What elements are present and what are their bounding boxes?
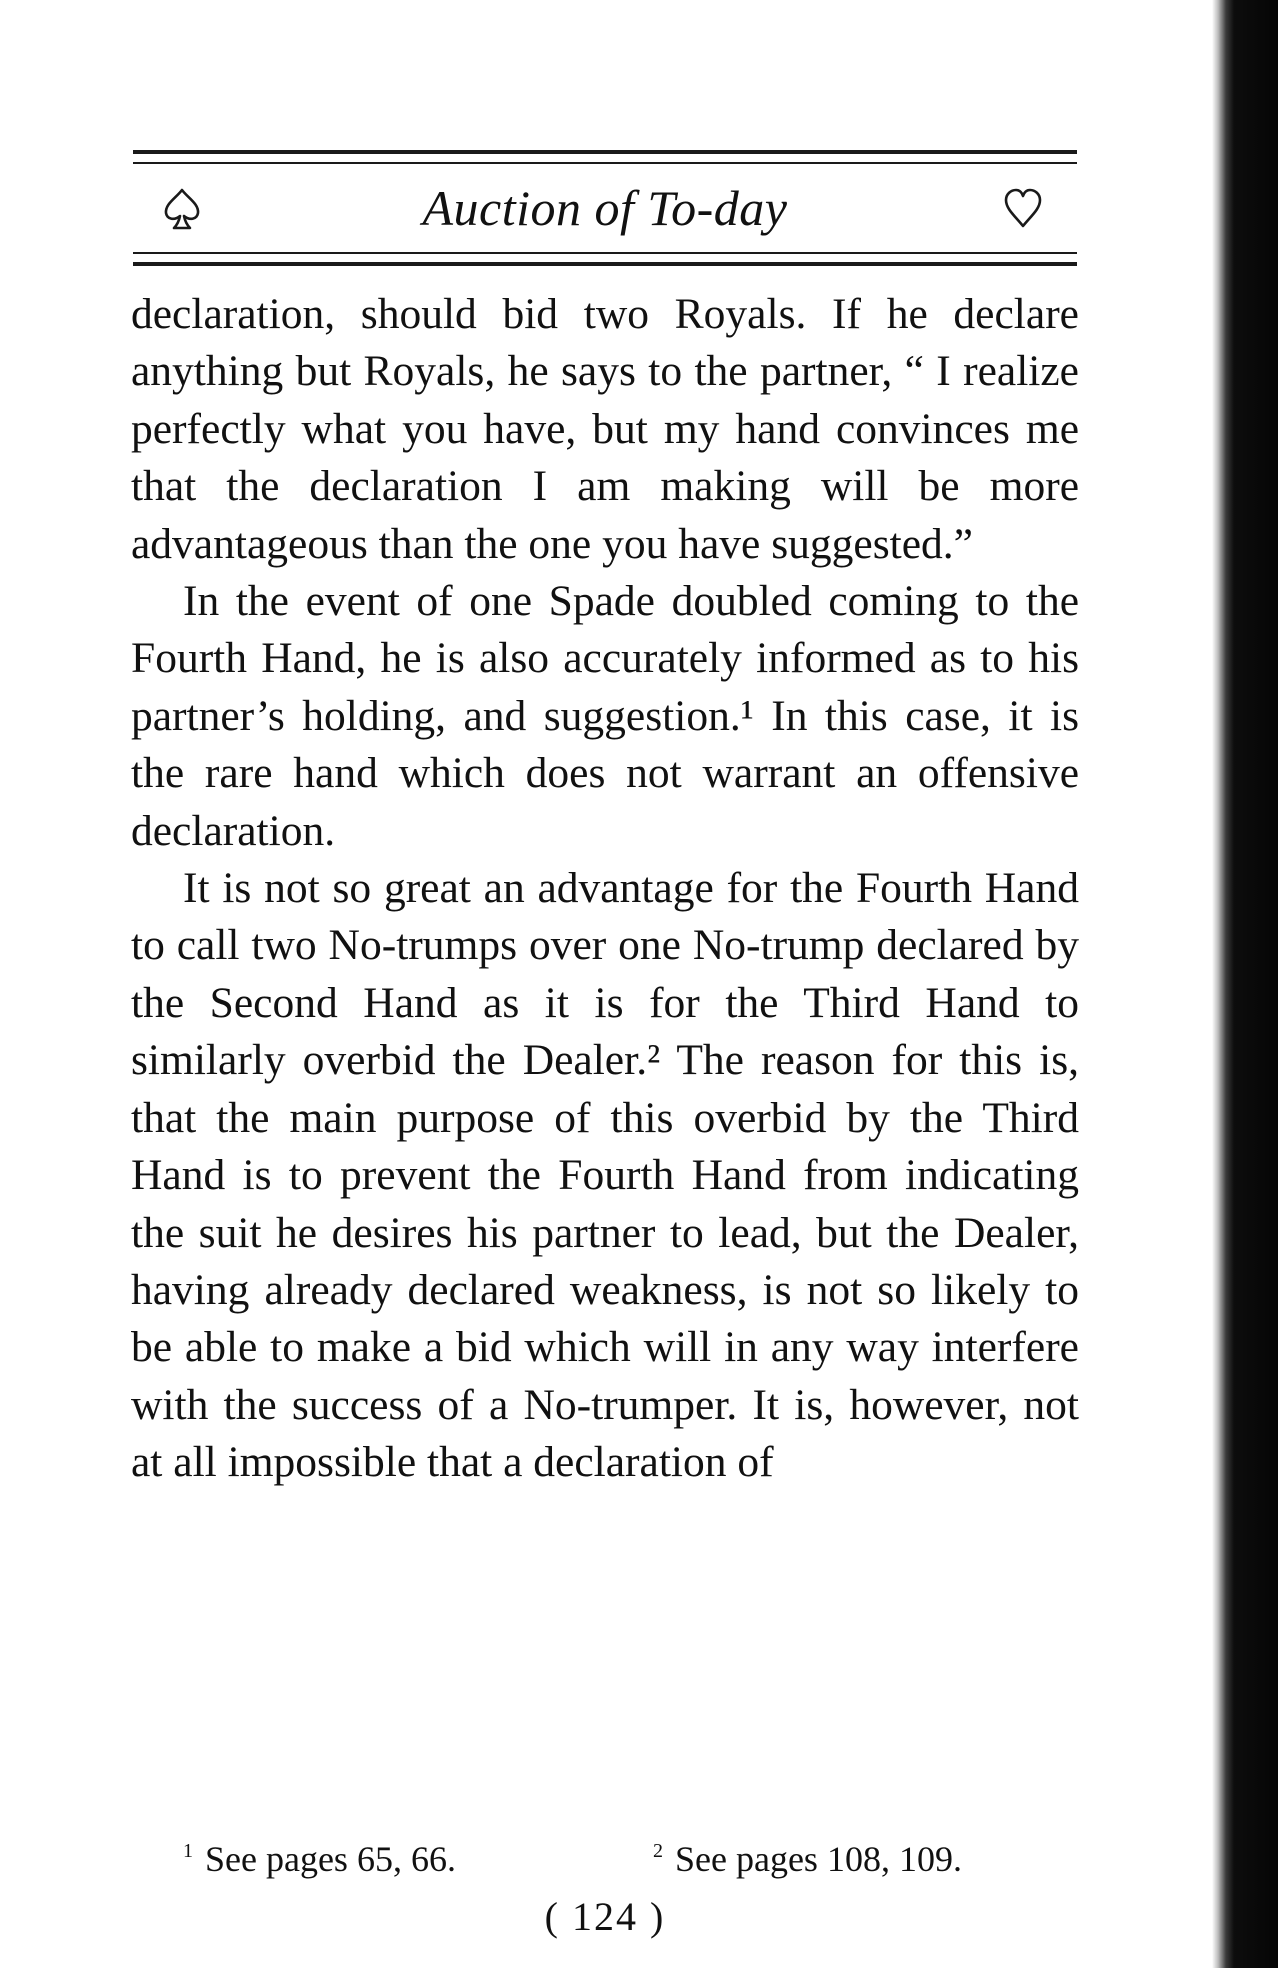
header-rule-top-thin [133, 162, 1077, 164]
running-head-title: Auction of To-day [422, 180, 788, 236]
footnote-mark: 2 [653, 1840, 663, 1862]
heart-outline-icon [1003, 186, 1043, 232]
header-rule-bottom-thin [133, 252, 1077, 254]
paragraph-fourth-hand: It is not so great an advantage for the Fourth Hand to call two No-trumps over one No-trump declared by the Second Hand as it is for the Third Hand to similarly overbid the Dealer.² The reason for this is, that the main purpose of this overbid by the Third Hand is to prevent the Fourth Hand from indicating the suit he desires his partner to lead, but the Dealer, having already declared weakness, is not so likely to be able to make a bid which will in any way interfere with the success of a No-trumper. It is, however, not at all impossible that a declaration of [131, 864, 1079, 1487]
body-text [131, 286, 1079, 1492]
footnote-mark: 1 [183, 1840, 193, 1862]
paragraph-continued: declaration, should bid two Royals. If he declare anything but Royals, he says to the partner, “ I realize perfectly what you have, but my hand convinces me that the declaration I am making will be more advantageous than the one you have suggested.” [131, 290, 1079, 568]
footnote-2 [653, 1828, 962, 1882]
footnote-text: See pages 108, 109. [675, 1839, 962, 1879]
footnotes [133, 1828, 1077, 1878]
paragraph-spade-doubled: In the event of one Spade doubled coming to the Fourth Hand, he is also accurately informed as to his partner’s holding, and suggestion.¹ In this case, it is the rare hand which does not warrant an offensive declaration. [131, 577, 1079, 855]
footnote-text: See pages 65, 66. [205, 1839, 456, 1879]
binding-edge [1212, 0, 1278, 1968]
running-head [133, 172, 1077, 256]
footnote-1 [183, 1828, 456, 1882]
header-rule-bottom [133, 262, 1077, 266]
header-rule-top [133, 150, 1077, 154]
page-number: ( 124 ) [544, 1894, 666, 1939]
